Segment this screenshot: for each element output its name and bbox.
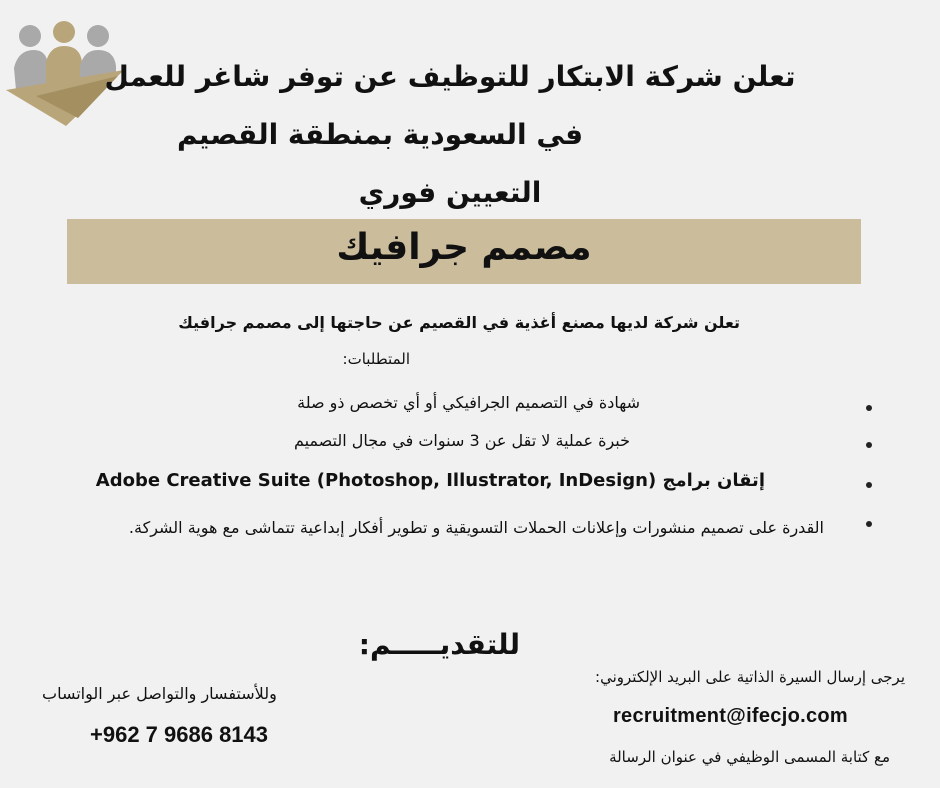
requirement-item: خبرة عملية لا تقل عن 3 سنوات في مجال التصميم bbox=[293, 431, 630, 450]
phone-number[interactable]: +962 7 9686 8143 bbox=[90, 722, 269, 747]
email-instruction: يرجى إرسال السيرة الذاتية على البريد الإلكتروني: bbox=[595, 668, 905, 686]
requirement-item: شهادة في التصميم الجرافيكي أو أي تخصص ذو صلة bbox=[297, 393, 640, 412]
email-link[interactable]: recruitment@ifecjo.com bbox=[612, 705, 848, 727]
intro-text: تعلن شركة لديها مصنع أغذية في القصيم عن حاجتها إلى مصمم جرافيك bbox=[178, 313, 740, 332]
headline-line-3: التعيين فوري bbox=[358, 176, 542, 209]
apply-title: للتقديـــــم: bbox=[358, 628, 520, 661]
bullet-dot bbox=[866, 521, 872, 527]
headline-line-2: في السعودية بمنطقة القصيم bbox=[176, 118, 584, 151]
job-title: مصمم جرافيك bbox=[336, 227, 592, 268]
headline-line-1: تعلن شركة الابتكار للتوظيف عن توفر شاغر للعمل bbox=[104, 60, 796, 93]
requirements-title: المتطلبات: bbox=[342, 350, 410, 368]
subject-instruction: مع كتابة المسمى الوظيفي في عنوان الرسالة bbox=[609, 748, 890, 766]
whatsapp-note: وللأستفسار والتواصل عبر الواتساب bbox=[42, 684, 277, 703]
job-title-banner bbox=[67, 219, 861, 284]
bullet-dot bbox=[866, 482, 872, 488]
bullet-dot bbox=[866, 442, 872, 448]
requirement-item: القدرة على تصميم منشورات وإعلانات الحملات التسويقية و تطوير أفكار إبداعية تتماشى مع هوية الشركة. bbox=[128, 518, 824, 537]
bullet-dot bbox=[866, 405, 872, 411]
requirement-item: إتقان برامج Adobe Creative Suite (Photoshop, Illustrator, InDesign) bbox=[95, 470, 765, 491]
